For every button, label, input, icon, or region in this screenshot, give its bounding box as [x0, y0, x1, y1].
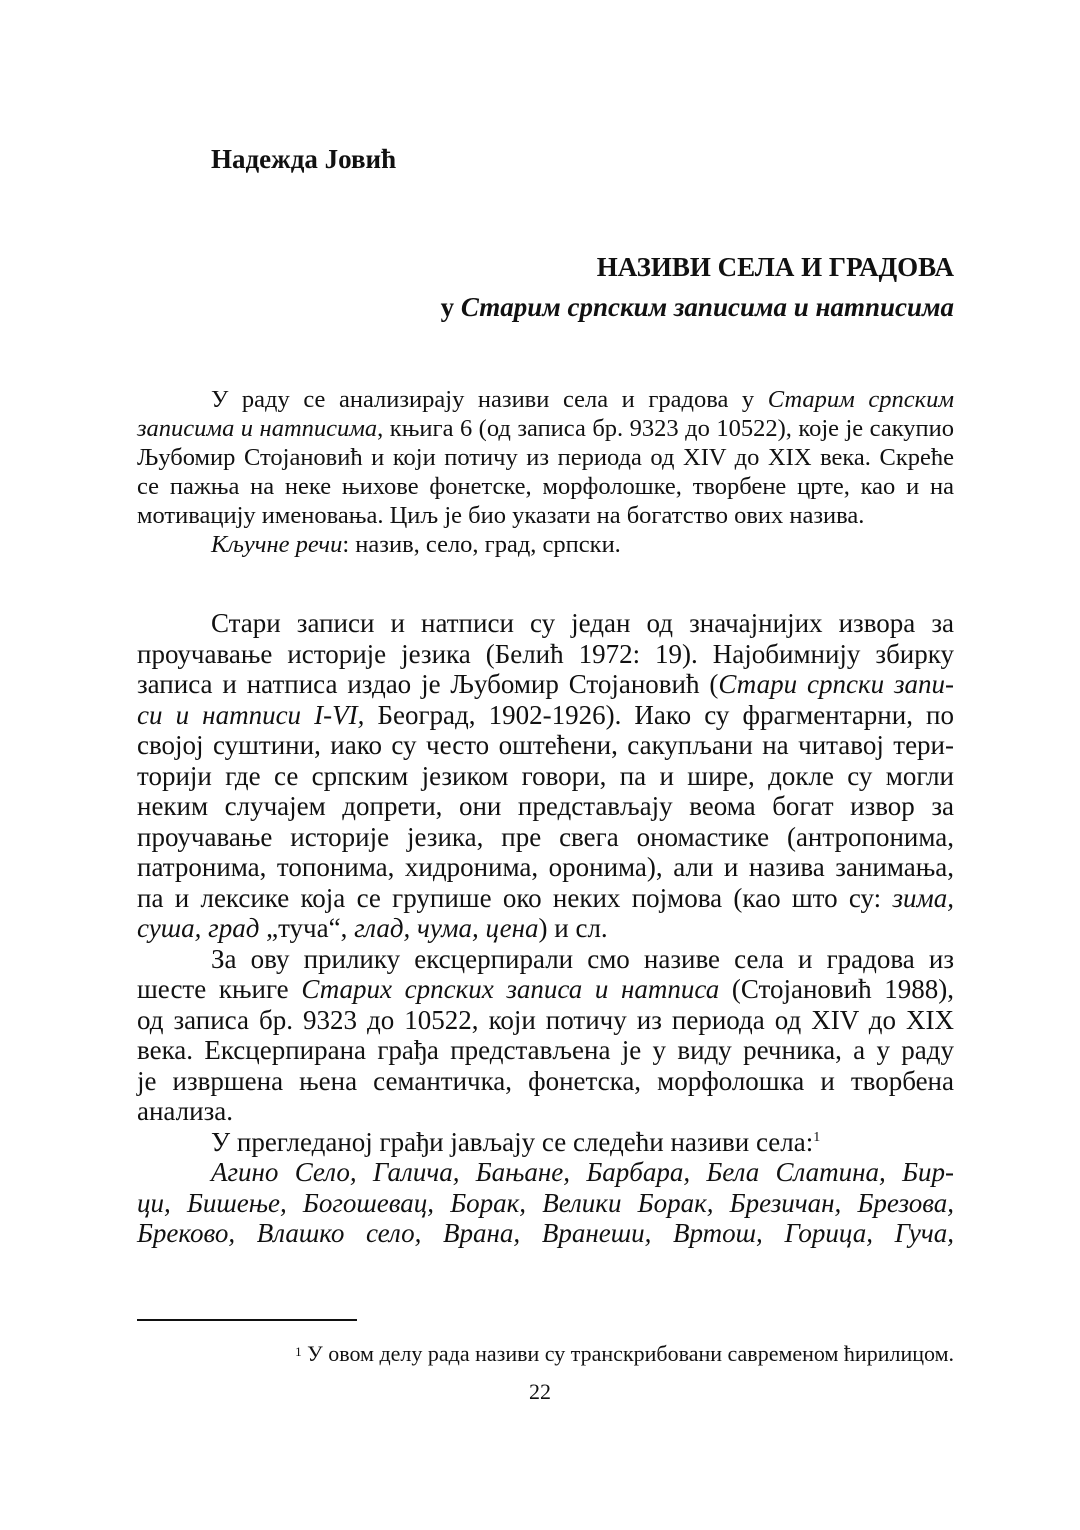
title-line-1: НАЗИВИ СЕЛА И ГРАДОВА — [596, 252, 954, 282]
body-line: проучавање историје језика, пре свега ономастике (антропонима, — [137, 821, 954, 852]
body-text-run: па и лексике која се групише око неких појмова (као што су: — [137, 882, 893, 913]
term-italic: суша, град — [137, 913, 260, 943]
body-line — [137, 1127, 954, 1158]
body-text-run: ) и сл. — [538, 913, 608, 943]
page-number: 22 — [529, 1379, 551, 1404]
footnote-separator — [137, 1319, 357, 1321]
abstract-italic: Старим српским — [767, 386, 954, 413]
keywords-line — [137, 530, 954, 559]
footnote-text: У овом делу рада називи су транскрибовани савременом ћирилицом. — [301, 1341, 954, 1366]
body-line — [137, 974, 954, 1005]
body-line: од записа бр. 9323 до 10522, који потичу из периода од XIV до XIX — [137, 1004, 954, 1035]
village-names-italic: Агино Село, Галича, Бањане, Барбара, Бела Слатина, Бир- — [211, 1157, 954, 1187]
body-line: патронима, топонима, хидронима, оронима), али и назива занимања, — [137, 852, 954, 882]
title-line-2-prefix: у — [440, 292, 461, 322]
abstract — [137, 385, 954, 559]
village-list-line — [137, 1157, 954, 1188]
book-title-italic: Старих српских записа и натписа — [301, 974, 720, 1004]
body-line: својој суштини, иако су често оштећени, сакупљани на читавој тери- — [137, 730, 954, 760]
abstract-text: , књига 6 (од записа бр. 9323 до 10522), које је сакупио — [377, 415, 954, 442]
book-title-italic: Стари српски запи- — [718, 669, 955, 699]
body-line — [137, 669, 954, 700]
footnote-reference[interactable]: 1 — [813, 1129, 821, 1145]
article-title — [441, 247, 954, 327]
village-names-italic: ци, Бишење, Богошевац, Борак, Велики Борак, Брезичан, Брезова, — [137, 1187, 954, 1218]
abstract-italic: записима и натписима — [137, 415, 378, 442]
body-text-run: (Стојановић 1988), — [719, 974, 954, 1004]
keywords-label: Кључне речи — [211, 531, 343, 558]
term-italic: зима, — [892, 882, 954, 913]
author-name: Надежда Јовић — [211, 144, 397, 174]
body-text — [137, 608, 954, 1249]
abstract-line: се пажња на неке њихове фонетске, морфолошке, творбене црте, као и на — [137, 473, 954, 500]
body-line: торији где се српским језиком говори, па и шире, докле су могли — [137, 760, 954, 791]
body-text-run: У прегледаној грађи јављају се следећи називи села: — [211, 1126, 814, 1157]
body-text-run: шесте књиге — [137, 974, 302, 1004]
body-line — [137, 913, 954, 944]
body-line — [137, 700, 954, 731]
keywords-text: : назив, село, град, српски. — [342, 531, 621, 558]
title-line-2-italic: Старим српским записима и натписима — [460, 292, 954, 322]
footnote-number: 1 — [295, 1344, 302, 1359]
term-italic: глад, чума, цена — [354, 913, 539, 943]
body-line: За ову прилику ексцерпирали смо називе села и градова из — [211, 943, 954, 974]
body-text-run: записа и натписа издао је Љубомир Стојановић ( — [137, 669, 719, 699]
body-line: века. Ексцерпирана грађа представљена је у виду речника, а у раду — [137, 1035, 954, 1065]
body-line: је извршена њена семантичка, фонетска, морфолошка и творбена — [137, 1065, 954, 1096]
body-line — [137, 883, 954, 914]
body-line: анализа. — [137, 1096, 233, 1126]
body-text-run: Београд, 1902-1926). Иако су фрагментарни, по — [364, 699, 954, 730]
body-line: проучавање историје језика (Белић 1972: 19). Најобимнију збирку — [137, 638, 954, 669]
abstract-line — [137, 414, 954, 443]
village-names-italic: Бреково, Влашко село, Врана, Вранеши, Вртош, Горица, Гуча, — [137, 1218, 954, 1248]
abstract-line: мотивацију именовања. Циљ је био указати на богатство ових назива. — [137, 502, 865, 529]
body-line: Стари записи и натписи су један од значајнијих извора за — [211, 608, 954, 638]
footnote — [137, 1340, 954, 1368]
abstract-text: У раду се анализирају називи села и градова у — [211, 386, 768, 413]
abstract-line: Љубомир Стојановић и који потичу из периода од XIV до XIX века. Скреће — [137, 444, 954, 471]
book-title-italic: си и натписи I-VI, — [137, 699, 365, 730]
body-text-run: „туча“, — [259, 913, 355, 943]
title-line-2 — [441, 287, 954, 327]
village-list-line — [137, 1218, 954, 1249]
abstract-line — [137, 385, 954, 414]
body-line: неким случајем допрети, они представљају веома богат извор за — [137, 791, 954, 821]
village-list-line — [137, 1188, 954, 1219]
